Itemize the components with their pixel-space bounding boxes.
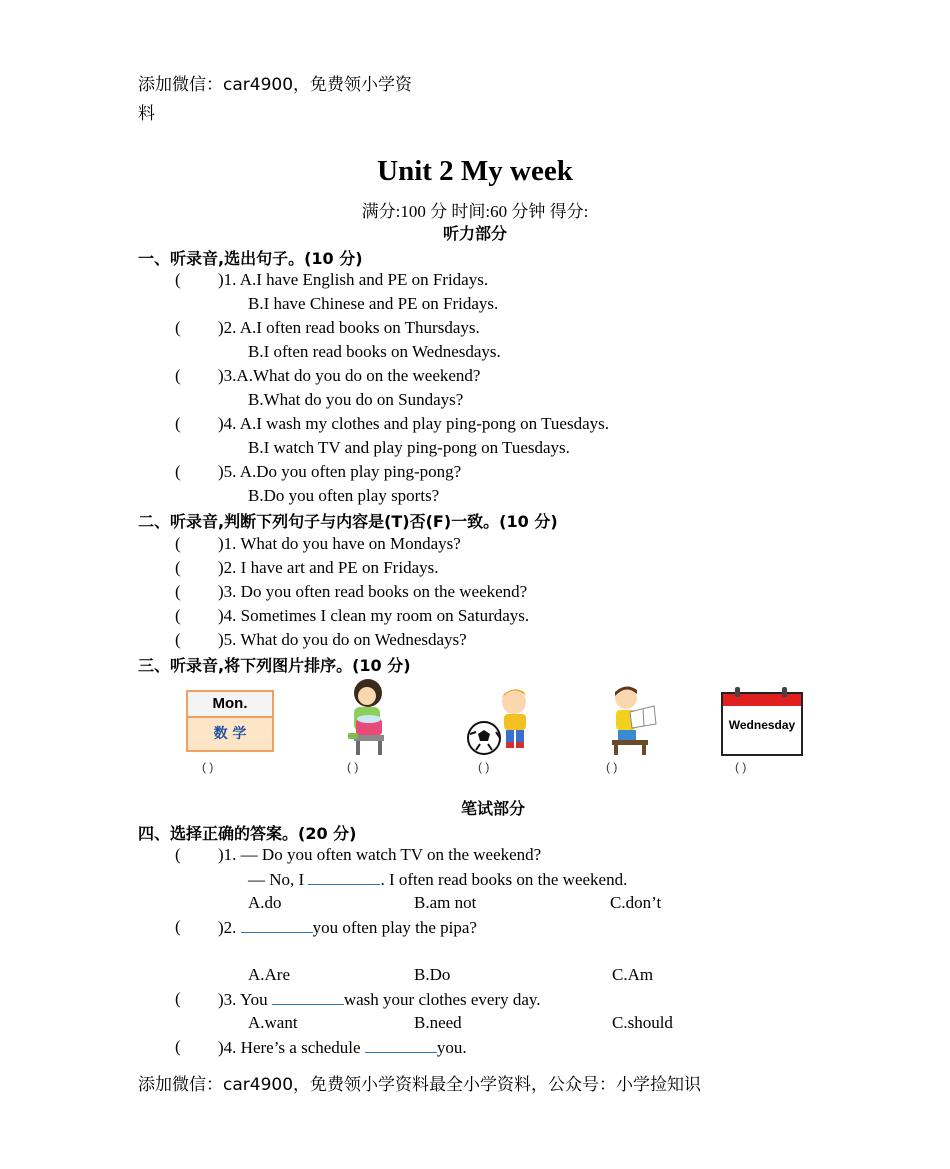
s4-q1-answer-post: . I often read books on the weekend. xyxy=(380,870,628,889)
s1-q2-paren: ( xyxy=(175,318,181,337)
monday-math-card xyxy=(186,690,274,752)
s4-q1-answer-pre: — No, I xyxy=(248,870,309,889)
s4-q2-pre: )2. xyxy=(218,918,241,937)
s1-q1-paren: ( xyxy=(175,270,181,289)
s4-q3-paren: ( xyxy=(175,989,181,1008)
s4-q2-blank[interactable] xyxy=(241,917,313,933)
s4-q3-pre: )3. You xyxy=(218,990,272,1009)
header-watermark-line2: 料 xyxy=(138,104,155,124)
s1-q5-option-b: B.Do you often play sports? xyxy=(248,486,440,505)
picture4-answer-paren: ( ) xyxy=(606,760,618,774)
s1-q2-option-b: B.I often read books on Wednesdays. xyxy=(248,342,501,361)
s4-q1-question: )1. — Do you often watch TV on the weekend? xyxy=(218,845,542,864)
calendar-day-label: Wednesday xyxy=(728,718,796,732)
s4-q2-paren: ( xyxy=(175,917,181,936)
section1-heading: 一、听录音,选出句子。(10 分) xyxy=(138,249,363,268)
s1-q3-option-b: B.What do you do on Sundays? xyxy=(248,390,464,409)
card-day-label: Mon. xyxy=(188,692,272,718)
s2-q5-text: )5. What do you do on Wednesdays? xyxy=(218,630,467,649)
s4-q3-post: wash your clothes every day. xyxy=(343,990,541,1009)
s4-q2-option-b: B.Do xyxy=(414,965,451,984)
written-part-heading: 笔试部分 xyxy=(460,799,525,818)
s1-q1-option-a: )1. A.I have English and PE on Fridays. xyxy=(218,270,489,289)
s1-q4-option-a: )4. A.I wash my clothes and play ping-pong on Tuesdays. xyxy=(218,414,609,433)
s1-q3-paren: ( xyxy=(175,366,181,385)
s4-q3-option-c: C.should xyxy=(612,1013,673,1032)
s1-q4-paren: ( xyxy=(175,414,181,433)
s4-q3-option-a: A.want xyxy=(248,1013,298,1032)
s4-q2-option-c: C.Am xyxy=(612,965,654,984)
s2-q2-text: )2. I have art and PE on Fridays. xyxy=(218,558,439,577)
s2-q4-paren: ( xyxy=(175,606,181,625)
card-subject-label: 数 学 xyxy=(188,718,272,750)
s4-q1-answer-line xyxy=(248,869,627,890)
s4-q1-option-b: B.am not xyxy=(414,893,477,912)
s4-q3-question xyxy=(218,989,541,1010)
girl-washing-clothes-image xyxy=(340,675,398,757)
s2-q5-paren: ( xyxy=(175,630,181,649)
s4-q1-paren: ( xyxy=(175,845,181,864)
s4-q1-blank[interactable] xyxy=(308,869,380,885)
listening-part-heading: 听力部分 xyxy=(442,224,507,243)
s1-q2-option-a: )2. A.I often read books on Thursdays. xyxy=(218,318,480,337)
calendar-wednesday-image xyxy=(721,692,803,756)
s2-q3-paren: ( xyxy=(175,582,181,601)
s1-q1-option-b: B.I have Chinese and PE on Fridays. xyxy=(248,294,499,313)
s2-q4-text: )4. Sometimes I clean my room on Saturdays. xyxy=(218,606,530,625)
s4-q3-blank[interactable] xyxy=(272,989,344,1005)
picture1-answer-paren: ( ) xyxy=(202,760,214,774)
s4-q4-paren: ( xyxy=(175,1037,181,1056)
calendar-ring-left xyxy=(735,687,740,697)
page-title: Unit 2 My week xyxy=(377,155,573,187)
boy-reading-book-image xyxy=(604,684,664,756)
s1-q5-option-a: )5. A.Do you often play ping-pong? xyxy=(218,462,462,481)
s4-q1-option-c: C.don’t xyxy=(610,893,662,912)
boy-playing-soccer-image xyxy=(466,684,538,756)
s1-q4-option-b: B.I watch TV and play ping-pong on Tuesdays. xyxy=(248,438,570,457)
s1-q5-paren: ( xyxy=(175,462,181,481)
s2-q3-text: )3. Do you often read books on the weekend? xyxy=(218,582,528,601)
section2-heading: 二、听录音,判断下列句子与内容是(T)否(F)一致。(10 分) xyxy=(138,512,558,531)
s2-q2-paren: ( xyxy=(175,558,181,577)
s4-q4-post: you. xyxy=(436,1038,467,1057)
section3-heading: 三、听录音,将下列图片排序。(10 分) xyxy=(138,656,411,675)
s2-q1-paren: ( xyxy=(175,534,181,553)
s4-q2-option-a: A.Are xyxy=(248,965,291,984)
s4-q2-question xyxy=(218,917,477,938)
s1-q3-option-a: )3.A.What do you do on the weekend? xyxy=(218,366,481,385)
footer-watermark: 添加微信：car4900，免费领小学资料最全小学资料，公众号：小学捡知识 xyxy=(138,1075,702,1095)
score-time-line: 满分:100 分 时间:60 分钟 得分: xyxy=(361,202,589,221)
s4-q4-pre: )4. Here’s a schedule xyxy=(218,1038,365,1057)
s4-q2-post: you often play the pipa? xyxy=(312,918,477,937)
picture5-answer-paren: ( ) xyxy=(735,760,747,774)
picture2-answer-paren: ( ) xyxy=(347,760,359,774)
calendar-ring-right xyxy=(782,687,787,697)
picture3-answer-paren: ( ) xyxy=(478,760,490,774)
section4-heading: 四、选择正确的答案。(20 分) xyxy=(138,824,357,843)
s4-q1-option-a: A.do xyxy=(248,893,282,912)
header-watermark-line1: 添加微信：car4900，免费领小学资 xyxy=(138,75,413,95)
s4-q4-blank[interactable] xyxy=(365,1037,437,1053)
s4-q4-question xyxy=(218,1037,467,1058)
s2-q1-text: )1. What do you have on Mondays? xyxy=(218,534,461,553)
s4-q3-option-b: B.need xyxy=(414,1013,462,1032)
